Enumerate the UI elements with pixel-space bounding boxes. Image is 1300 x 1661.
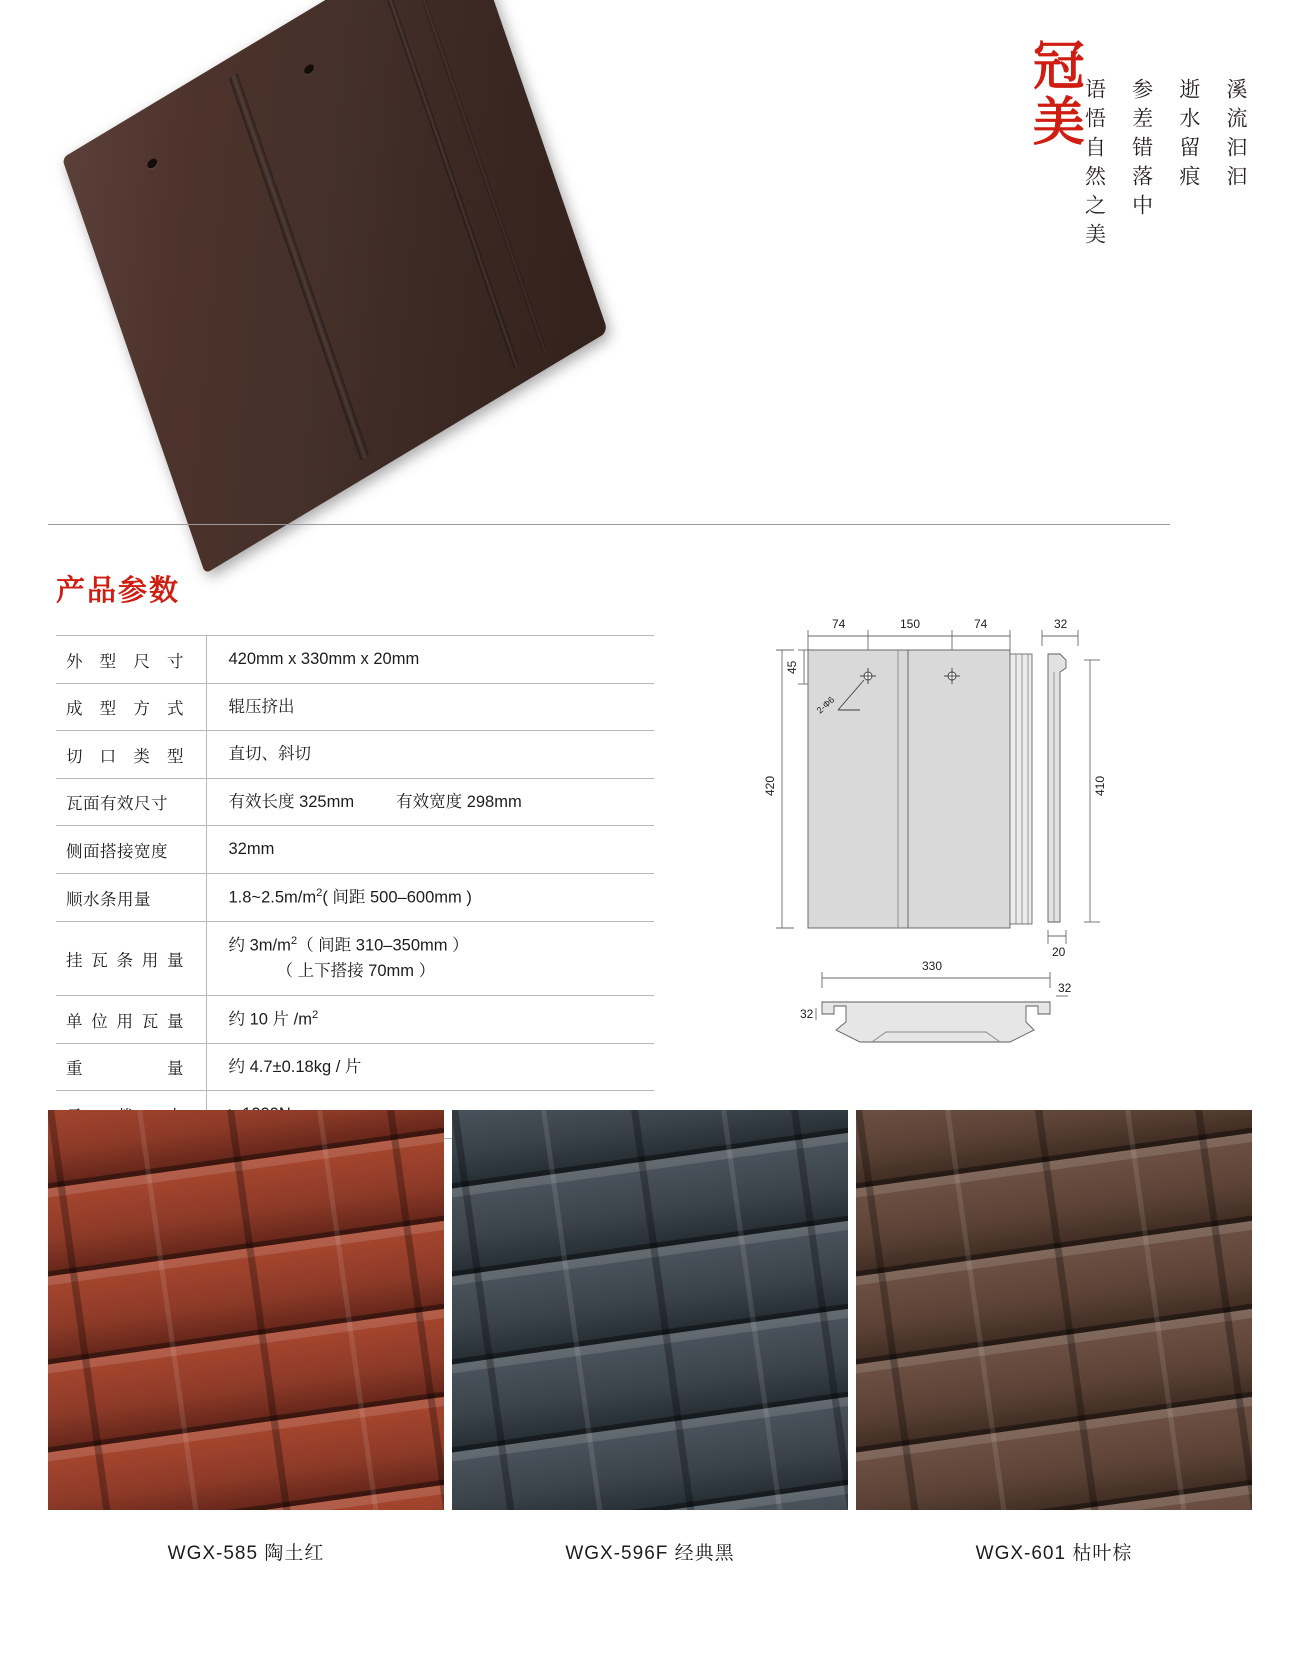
spec-value: 420mm x 330mm x 20mm <box>228 650 420 668</box>
sample-swatch <box>48 1110 444 1510</box>
spec-value-part: 约 3m/m <box>228 936 291 955</box>
dim-right-height: 410 <box>1093 775 1107 796</box>
table-row <box>56 1043 654 1091</box>
spec-value-part: 约 10 片 /m <box>228 1010 312 1028</box>
dim-top-center: 150 <box>900 617 921 631</box>
tile-hole-icon <box>303 63 315 76</box>
product-photo <box>60 10 760 510</box>
sample-swatch <box>856 1110 1252 1510</box>
spec-value <box>206 921 654 995</box>
horizontal-divider <box>48 524 1170 525</box>
page-title: 产品参数 <box>56 573 181 607</box>
poem-line: 参差错落中 <box>1129 78 1154 223</box>
poem-line: 逝水留痕 <box>1176 78 1201 194</box>
table-row <box>56 995 654 1043</box>
spec-value: 32mm <box>228 840 275 859</box>
table-row <box>56 683 654 731</box>
sample-item <box>452 1110 848 1565</box>
sample-label: WGX-596F 经典黑 <box>565 1543 735 1564</box>
color-samples <box>48 1110 1252 1565</box>
brand-name: 冠美 <box>1023 38 1084 150</box>
spec-key: 成 型 方 式 <box>56 683 206 731</box>
spec-value <box>206 995 654 1043</box>
dim-left-small: 45 <box>785 660 799 674</box>
dim-top-left: 74 <box>832 617 846 631</box>
spec-value-part: 有效宽度 298mm <box>396 792 522 811</box>
spec-value-sup: 2 <box>316 886 323 899</box>
table-row <box>56 826 654 874</box>
dim-bottom-thickness: 20 <box>1052 945 1066 959</box>
poem-line: 溪流汩汩 <box>1224 78 1248 194</box>
table-row <box>56 778 654 826</box>
hero-text-block <box>997 18 1260 252</box>
dim-left-height: 420 <box>763 775 777 796</box>
spec-value: 辊压挤出 <box>228 697 295 716</box>
dim-section-right: 32 <box>1058 981 1072 995</box>
spec-value: 直切、斜切 <box>228 745 311 764</box>
tile-groove-icon <box>382 0 519 368</box>
tile-hole-icon <box>146 157 158 170</box>
dim-side-thickness: 32 <box>1054 617 1068 631</box>
spec-key: 挂 瓦 条 用 量 <box>56 921 206 995</box>
spec-value <box>206 778 654 826</box>
poem-block <box>1081 78 1248 252</box>
spec-value-part: 1.8~2.5m/m <box>228 888 317 907</box>
spec-key: 顺水条用量 <box>56 873 206 921</box>
table-row <box>56 731 654 779</box>
sample-item <box>856 1110 1252 1565</box>
dim-hole-note: 2-Φ6 <box>814 694 837 716</box>
tile-body <box>62 0 608 574</box>
hero-section <box>0 0 1300 530</box>
tile-groove-icon <box>410 0 546 351</box>
spec-key: 外 型 尺 寸 <box>56 636 206 684</box>
tile-groove-icon <box>229 73 369 461</box>
sample-label: WGX-585 陶土红 <box>167 1543 325 1564</box>
spec-key: 侧面搭接宽度 <box>56 826 206 874</box>
dim-top-right: 74 <box>974 617 988 631</box>
spec-value-sub: （ 上下搭接 70mm ） <box>276 961 436 980</box>
spec-key: 单 位 用 瓦 量 <box>56 995 206 1043</box>
table-row <box>56 873 654 921</box>
spec-value <box>206 873 654 921</box>
spec-key: 瓦面有效尺寸 <box>56 778 206 826</box>
spec-value: 约 4.7±0.18kg / 片 <box>228 1057 362 1076</box>
sample-item <box>48 1110 444 1565</box>
spec-value-part: 有效长度 325mm <box>228 792 355 811</box>
spec-key: 重 量 <box>56 1043 206 1091</box>
spec-value-tail: ( 间距 500–600mm ) <box>322 888 472 907</box>
spec-value-sup: 2 <box>311 1008 319 1021</box>
spec-value-tail: （ 间距 310–350mm ） <box>297 936 469 955</box>
spec-key: 切 口 类 型 <box>56 731 206 779</box>
spec-table <box>56 635 654 1139</box>
dim-section-left: 32 <box>800 1007 814 1021</box>
dim-section-width: 330 <box>922 959 943 973</box>
tile-technical-drawing <box>760 610 1180 1080</box>
table-row <box>56 921 654 995</box>
sample-swatch <box>452 1110 848 1510</box>
sample-label: WGX-601 枯叶棕 <box>975 1543 1133 1564</box>
poem-line: 语悟自然之美 <box>1082 78 1107 252</box>
tile-illustration <box>100 30 720 500</box>
spec-value-sup: 2 <box>290 934 298 947</box>
table-row <box>56 636 654 684</box>
